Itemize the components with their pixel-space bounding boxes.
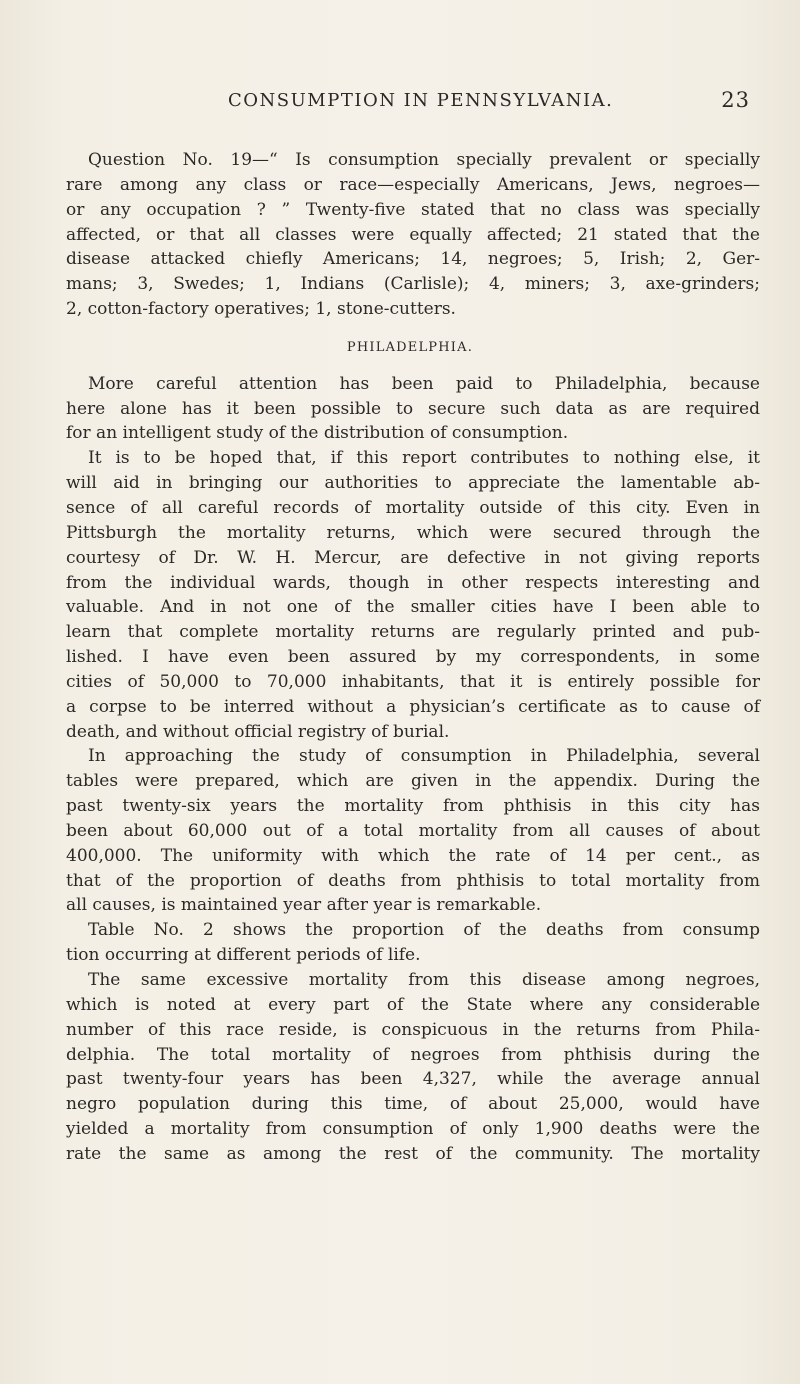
text-line: sence of all careful records of mortality outside of this city. Even in (66, 497, 760, 518)
text-line: delphia. The total mortality of negroes from phthisis during the (66, 1044, 760, 1065)
text-line: Pittsburgh the mortality returns, which were secured through the (66, 522, 760, 543)
text-line: past twenty-four years has been 4,327, while the average annual (66, 1069, 760, 1090)
text-line: death, and without official registry of burial. (66, 721, 450, 742)
text-line: The same excessive mortality from this disease among negroes, (88, 970, 760, 990)
text-line: More careful attention has been paid to Philadelphia, because (88, 373, 760, 394)
text-line: or any occupation ? ” Twenty-five stated that no class was specially (66, 199, 760, 220)
paragraph-hoped (66, 446, 760, 744)
text-line: rare among any class or race—especially Americans, Jews, negroes— (66, 174, 760, 195)
text-line: number of this race reside, is conspicuous in the returns from Phila- (66, 1019, 760, 1040)
text-line: Question No. 19—“ Is consumption specially prevalent or specially (88, 150, 760, 170)
text-line: affected, or that all classes were equally affected; 21 stated that the (66, 224, 760, 245)
text-line: a corpse to be interred without a physician’s certificate as to cause of (66, 696, 760, 717)
running-title: CONSUMPTION IN PENNSYLVANIA. (228, 90, 614, 111)
text-line: It is to be hoped that, if this report contributes to nothing else, it (88, 448, 760, 469)
text-line: disease attacked chiefly Americans; 14, negroes; 5, Irish; 2, Ger- (66, 249, 760, 270)
text-line: 2, cotton-factory operatives; 1, stone-cutters. (66, 299, 456, 320)
section-heading-philadelphia: PHILADELPHIA. (346, 339, 474, 355)
text-line: mans; 3, Swedes; 1, Indians (Carlisle); 4, miners; 3, axe-grinders; (66, 274, 760, 295)
paragraph-table-two (66, 918, 760, 968)
running-head (0, 90, 800, 130)
text-line: been about 60,000 out of a total mortality from all causes of about (66, 820, 760, 841)
paragraph-approaching (66, 744, 760, 918)
text-line: will aid in bringing our authorities to appreciate the lamentable ab- (66, 473, 760, 494)
text-line: for an intelligent study of the distribution of consumption. (66, 423, 569, 444)
text-line: yielded a mortality from consumption of only 1,900 deaths were the (66, 1119, 760, 1140)
text-line: which is noted at every part of the State where any considerable (66, 994, 760, 1015)
paragraph-question-19 (66, 148, 760, 322)
paragraph-careful-attention (66, 372, 760, 447)
text-line: In approaching the study of consumption in Philadelphia, several (88, 746, 760, 767)
text-line: courtesy of Dr. W. H. Mercur, are defective in not giving reports (66, 547, 760, 568)
body-text (66, 148, 760, 1167)
text-line: all causes, is maintained year after year is remarkable. (66, 895, 542, 916)
text-line: lished. I have even been assured by my correspondents, in some (66, 647, 760, 668)
text-line: rate the same as among the rest of the community. The mortality (66, 1143, 760, 1164)
paragraph-excessive-mortality (66, 968, 760, 1167)
text-line: 400,000. The uniformity with which the rate of 14 per cent., as (66, 845, 760, 866)
text-line: cities of 50,000 to 70,000 inhabitants, that it is entirely possible for (66, 671, 760, 692)
text-line: tables were prepared, which are given in the appendix. During the (66, 771, 760, 792)
page-number: 23 (721, 88, 750, 112)
text-line: learn that complete mortality returns are regularly printed and pub- (66, 622, 760, 643)
text-line: past twenty-six years the mortality from phthisis in this city has (66, 796, 760, 817)
text-line: here alone has it been possible to secure such data as are required (66, 398, 760, 419)
text-line: valuable. And in not one of the smaller cities have I been able to (66, 597, 760, 618)
text-line: negro population during this time, of about 25,000, would have (66, 1094, 760, 1115)
text-line: Table No. 2 shows the proportion of the deaths from consump (88, 920, 760, 941)
text-line: that of the proportion of deaths from phthisis to total mortality from (66, 870, 760, 891)
text-line: from the individual wards, though in other respects interesting and (66, 572, 760, 593)
text-line: tion occurring at different periods of life. (66, 945, 421, 966)
